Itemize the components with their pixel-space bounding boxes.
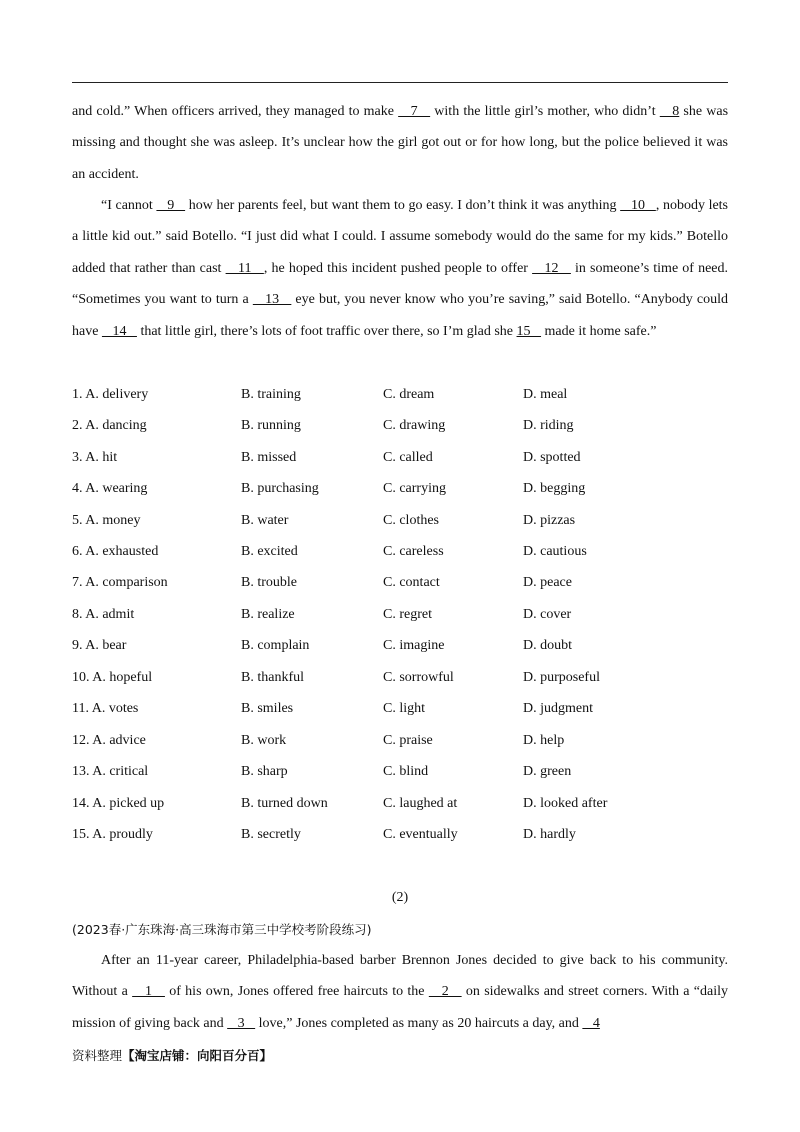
- option-c: C. called: [383, 450, 433, 465]
- option-b: B. turned down: [241, 796, 328, 811]
- passage-text: made it home safe.”: [541, 323, 657, 339]
- option-d: D. doubt: [523, 638, 572, 653]
- passage-text: on sidewalks and street corners. With a “daily mission of giving back and: [72, 984, 729, 1031]
- blank-4: 4: [582, 1015, 600, 1031]
- option-a: 11. A. votes: [72, 701, 139, 716]
- option-b: B. sharp: [241, 764, 288, 779]
- footer-shop: 【淘宝店铺：向阳百分百】: [122, 1048, 273, 1063]
- option-b: B. thankful: [241, 670, 304, 685]
- blank-1: 1: [132, 984, 165, 1000]
- option-c: C. praise: [383, 733, 433, 748]
- option-a: 7. A. comparison: [72, 575, 168, 590]
- option-c: C. clothes: [383, 513, 439, 528]
- blank-10: 10: [620, 198, 656, 213]
- blank-12: 12: [532, 260, 571, 276]
- option-b: B. excited: [241, 544, 298, 559]
- passage-text: “I cannot: [101, 198, 157, 213]
- option-c: C. sorrowful: [383, 670, 454, 685]
- passage-paragraph-1: [72, 96, 728, 190]
- passage-text: eye but, you never know who you’re saving,” said Botello. “Anybody could have: [72, 292, 728, 339]
- option-d: D. peace: [523, 575, 572, 590]
- option-b: B. trouble: [241, 575, 297, 590]
- blank-8: 8: [659, 104, 680, 119]
- option-b: B. secretly: [241, 827, 301, 842]
- section-number: (2): [391, 890, 409, 905]
- option-d: D. cautious: [523, 544, 587, 559]
- option-d: D. meal: [523, 387, 568, 402]
- option-c: C. regret: [383, 607, 432, 622]
- option-a: 12. A. advice: [72, 733, 146, 748]
- option-a: 3. A. hit: [72, 450, 118, 465]
- option-d: D. begging: [523, 481, 586, 496]
- option-a: 15. A. proudly: [72, 827, 153, 842]
- option-b: B. work: [241, 733, 287, 748]
- option-c: C. laughed at: [383, 796, 458, 811]
- option-b: B. purchasing: [241, 481, 319, 496]
- option-a: 5. A. money: [72, 513, 141, 528]
- option-c: C. imagine: [383, 638, 445, 653]
- option-a: 1. A. delivery: [72, 387, 149, 402]
- option-b: B. missed: [241, 450, 297, 465]
- passage-text: how her parents feel, but want them to go easy. I don’t think it was anything: [185, 198, 621, 213]
- header-rule: [72, 82, 728, 83]
- option-d: D. pizzas: [523, 513, 576, 528]
- passage-text: with the little girl’s mother, who didn’t: [430, 104, 660, 119]
- blank-9: 9: [156, 198, 186, 213]
- option-a: 2. A. dancing: [72, 418, 147, 433]
- blank-7: 7: [398, 104, 431, 119]
- option-a: 9. A. bear: [72, 638, 127, 653]
- option-d: D. help: [523, 733, 565, 748]
- option-a: 14. A. picked up: [72, 796, 165, 811]
- passage-text: she was missing and thought she was asleep. It’s unclear how the girl got out or for how long, but the police believed it was an accident.: [72, 104, 729, 182]
- option-d: D. judgment: [523, 701, 593, 716]
- option-c: C. blind: [383, 764, 429, 779]
- option-b: B. smiles: [241, 701, 294, 716]
- option-c: C. careless: [383, 544, 444, 559]
- option-d: D. looked after: [523, 796, 608, 811]
- option-a: 13. A. critical: [72, 764, 149, 779]
- blank-13: 13: [252, 292, 292, 308]
- section-source: (2023春·广东珠海·高三珠海市第三中学校考阶段练习): [72, 922, 372, 937]
- option-d: D. purposeful: [523, 670, 600, 685]
- option-a: 8. A. admit: [72, 607, 135, 622]
- passage-text: After an 11-year career, Philadelphia-based barber Brennon Jones decided to give back to his community. Without a: [72, 953, 728, 1000]
- option-d: D. green: [523, 764, 572, 779]
- blank-2: 2: [428, 984, 462, 1000]
- option-d: D. cover: [523, 607, 572, 622]
- blank-11: 11: [225, 260, 264, 276]
- option-c: C. carrying: [383, 481, 446, 496]
- passage-text: of his own, Jones offered free haircuts to the: [164, 984, 429, 1000]
- blank-14: 14: [101, 323, 137, 339]
- option-b: B. water: [241, 513, 289, 528]
- page-footer: [72, 1046, 272, 1064]
- passage-text: and cold.” When officers arrived, they managed to make: [72, 104, 399, 119]
- passage-text: , nobody lets a little kid out.” said Botello. “I just did what I could. I assume somebody would do the same for my kids.” Botello added that rather than cast: [72, 198, 729, 276]
- blank-15: 15: [516, 323, 542, 339]
- option-b: B. training: [241, 387, 301, 402]
- blank-3: 3: [227, 1015, 256, 1031]
- option-d: D. spotted: [523, 450, 581, 465]
- passage-text: that little girl, there’s lots of foot traffic over there, so I’m glad she: [136, 323, 517, 339]
- passage-paragraph-2: [72, 190, 728, 347]
- option-c: C. contact: [383, 575, 440, 590]
- option-d: D. hardly: [523, 827, 576, 842]
- passage-text: love,” Jones completed as many as 20 haircuts a day, and: [255, 1015, 583, 1031]
- option-c: C. drawing: [383, 418, 446, 433]
- option-c: C. dream: [383, 387, 435, 402]
- option-c: C. eventually: [383, 827, 458, 842]
- option-a: 6. A. exhausted: [72, 544, 159, 559]
- option-b: B. realize: [241, 607, 295, 622]
- option-a: 10. A. hopeful: [72, 670, 153, 685]
- passage-text: in someone’s time of need. “Sometimes you want to turn a: [72, 260, 729, 308]
- option-d: D. riding: [523, 418, 574, 433]
- option-c: C. light: [383, 701, 426, 716]
- passage-text: , he hoped this incident pushed people to offer: [263, 260, 533, 276]
- option-b: B. running: [241, 418, 301, 433]
- passage2-paragraph-1: [72, 945, 728, 1039]
- option-a: 4. A. wearing: [72, 481, 148, 496]
- option-b: B. complain: [241, 638, 310, 653]
- footer-prefix: 资料整理: [72, 1048, 123, 1063]
